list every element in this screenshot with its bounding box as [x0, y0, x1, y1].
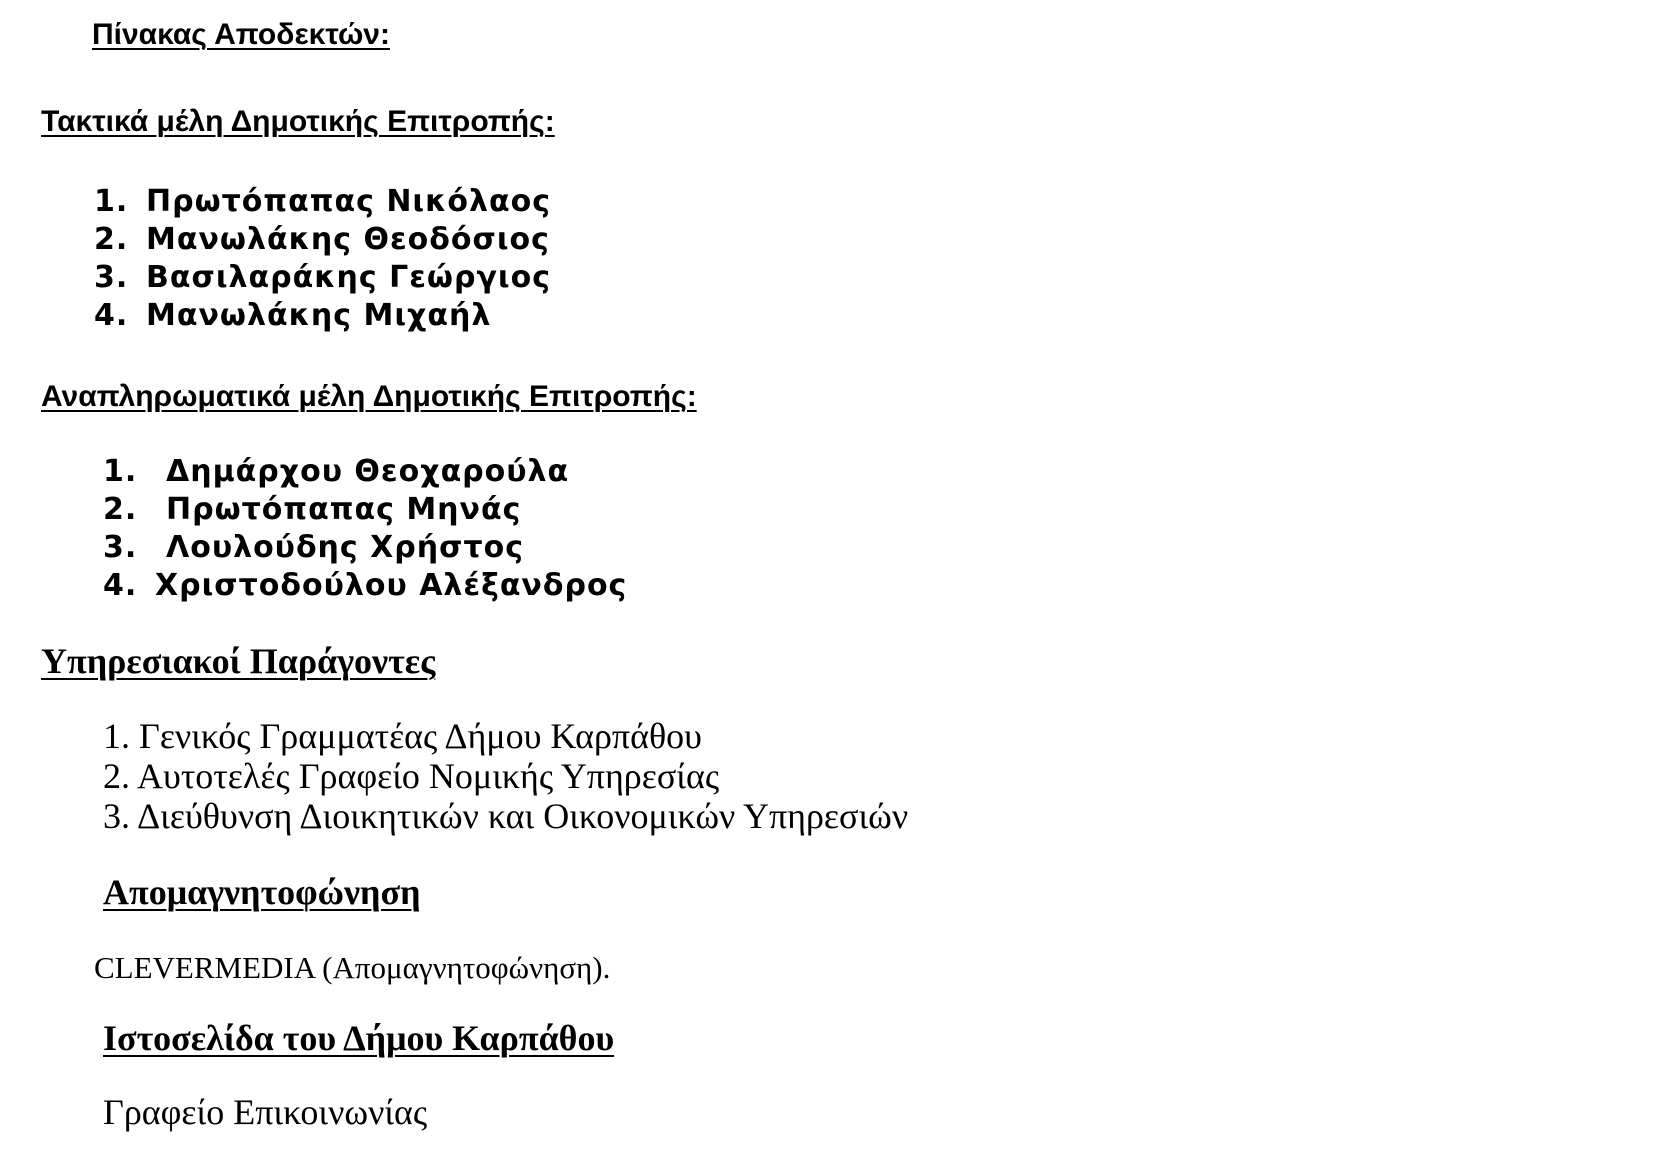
list-item-number: 3.	[103, 530, 138, 565]
list-item: 2. Αυτοτελές Γραφείο Νομικής Υπηρεσίας	[103, 756, 720, 796]
transcription-heading: Απομαγνητοφώνηση	[103, 872, 421, 912]
list-item-number: 4.	[103, 568, 138, 603]
list-item	[94, 259, 551, 297]
list-item	[103, 567, 627, 605]
list-item-name: Πρωτόπαπας Μηνάς	[166, 492, 522, 527]
substitute-members-list	[103, 453, 627, 605]
list-item	[94, 221, 551, 259]
list-item-name: Χριστοδούλου Αλέξανδρος	[155, 568, 628, 603]
list-item-number: 4.	[94, 298, 129, 333]
list-item	[103, 491, 627, 529]
document-title: Πίνακας Αποδεκτών:	[92, 18, 390, 51]
list-item-name: Δημάρχου Θεοχαρούλα	[166, 454, 570, 489]
website-text: Γραφείο Επικοινωνίας	[103, 1092, 428, 1132]
regular-members-list	[94, 183, 551, 335]
list-item-name: Πρωτόπαπας Νικόλαος	[146, 184, 552, 219]
list-item: 3. Διεύθυνση Διοικητικών και Οικονομικών Υπηρεσιών	[103, 796, 909, 836]
website-heading: Ιστοσελίδα του Δήμου Καρπάθου	[103, 1018, 615, 1058]
list-item-name: Βασιλαράκης Γεώργιος	[146, 260, 551, 295]
service-factors-list	[103, 716, 908, 836]
substitute-members-heading: Αναπληρωματικά μέλη Δημοτικής Επιτροπής:	[41, 380, 697, 413]
list-item: 1. Γενικός Γραμματέας Δήμου Καρπάθου	[103, 716, 703, 756]
regular-members-heading: Τακτικά μέλη Δημοτικής Επιτροπής:	[41, 105, 555, 138]
list-item-number: 3.	[94, 260, 129, 295]
list-item-name: Λουλούδης Χρήστος	[166, 530, 525, 565]
list-item	[94, 297, 551, 335]
service-factors-heading: Υπηρεσιακοί Παράγοντες	[41, 641, 436, 681]
list-item	[94, 183, 551, 221]
list-item	[103, 529, 627, 567]
list-item-number: 1.	[94, 184, 129, 219]
list-item-name: Μανωλάκης Θεοδόσιος	[146, 222, 550, 257]
list-item-name: Μανωλάκης Μιχαήλ	[146, 298, 492, 333]
list-item-number: 2.	[94, 222, 129, 257]
list-item-number: 2.	[103, 492, 138, 527]
transcription-text: CLEVERMEDIA (Απομαγνητοφώνηση).	[94, 950, 611, 985]
list-item	[103, 453, 627, 491]
list-item-number: 1.	[103, 454, 138, 489]
